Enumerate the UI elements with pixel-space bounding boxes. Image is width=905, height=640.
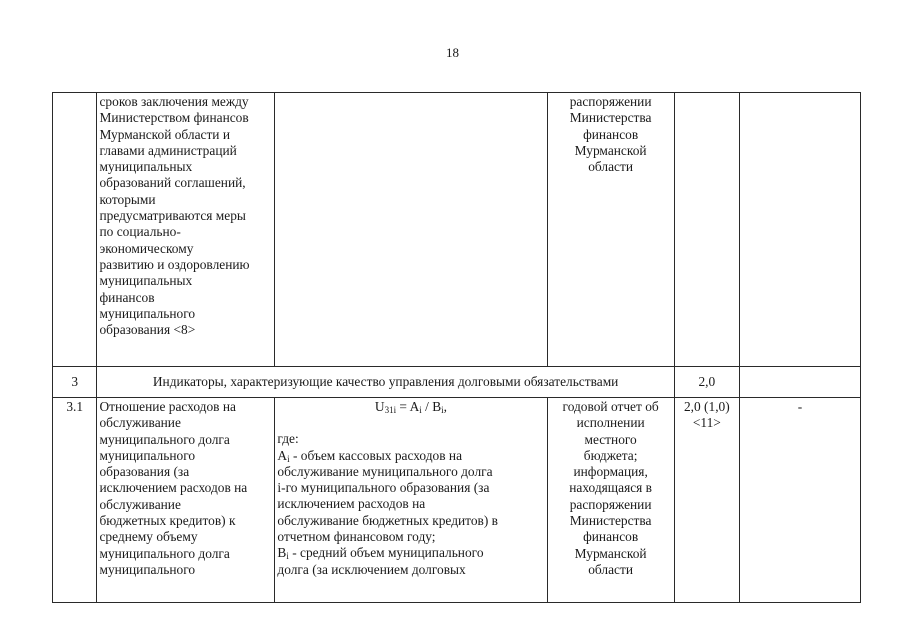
- formula-cell: [275, 93, 547, 367]
- description-line: муниципального долга: [99, 431, 230, 447]
- description-line: муниципальных: [99, 159, 193, 175]
- source-line: Мурманской: [574, 545, 647, 561]
- formula-definition-a: $A_i$ - объем кассовых расходов на: [277, 447, 463, 464]
- item-source-cell: [547, 398, 674, 603]
- description-line: по социально-: [99, 224, 181, 240]
- description-line: муниципального: [99, 561, 196, 577]
- table-row-item: [53, 398, 861, 603]
- source-line: области: [588, 561, 633, 577]
- weight-cell: [674, 93, 739, 367]
- section-number-cell: 3: [53, 367, 97, 398]
- source-line: финансов: [583, 126, 639, 142]
- indicators-table: [52, 92, 861, 603]
- formula-where-label: где:: [277, 431, 299, 447]
- source-line: финансов: [583, 529, 639, 545]
- source-cell: [547, 93, 674, 367]
- source-line: Министерства: [569, 513, 652, 529]
- row-number-cell: [53, 93, 97, 367]
- source-line: годовой отчет об: [562, 399, 659, 414]
- page-number: 18: [446, 45, 459, 60]
- description-line: муниципальных: [99, 273, 193, 289]
- description-line: муниципального: [99, 305, 196, 321]
- description-line: Мурманской области и: [99, 126, 230, 142]
- note-cell: [739, 93, 860, 367]
- source-line: местного: [584, 431, 637, 447]
- definition-line: обслуживание муниципального долга: [277, 463, 493, 479]
- source-line: Министерства: [569, 110, 652, 126]
- description-line: сроков заключения между: [99, 94, 249, 109]
- description-line: развитию и оздоровлению: [99, 256, 250, 272]
- source-line: бюджета;: [583, 447, 638, 463]
- source-line: находящаяся в: [569, 480, 652, 496]
- description-line: обслуживание: [99, 415, 181, 431]
- description-line: образований соглашений,: [99, 175, 246, 191]
- description-line: муниципального долга: [99, 545, 230, 561]
- table-row-continuation: [53, 93, 861, 367]
- description-line: муниципального: [99, 447, 196, 463]
- section-note-cell: [739, 367, 860, 398]
- formula: $U_{31i} = A_i / B_i$,: [374, 399, 448, 415]
- description-line: среднему объему: [99, 529, 198, 545]
- source-line: Мурманской: [574, 142, 647, 158]
- description-cell: [97, 93, 275, 367]
- description-line: Министерством финансов: [99, 110, 249, 126]
- item-formula-cell: [275, 398, 547, 603]
- definition-line: обслуживание бюджетных кредитов) в: [277, 512, 499, 528]
- definition-line: долга (за исключением долговых: [277, 561, 466, 577]
- description-line: образования <8>: [99, 322, 196, 338]
- item-description-cell: [97, 398, 275, 603]
- table-row-section: [53, 367, 861, 398]
- description-line: главами администраций: [99, 142, 237, 158]
- description-line: Отношение расходов на: [99, 399, 236, 414]
- source-line: исполнении: [576, 415, 645, 431]
- description-line: бюджетных кредитов) к: [99, 513, 236, 529]
- item-weight-cell: [674, 398, 739, 603]
- item-number-cell: 3.1: [53, 398, 97, 603]
- description-line: образования (за: [99, 464, 190, 480]
- formula-definition-b: $B_i$ - средний объем муниципального: [277, 545, 484, 562]
- source-line: распоряжении: [569, 94, 652, 109]
- weight-footnote: <11>: [692, 415, 721, 431]
- item-note-cell: -: [739, 398, 860, 603]
- weight-line: 2,0 (1,0): [683, 399, 730, 414]
- definition-line: i-го муниципального образования (за: [277, 480, 490, 496]
- source-line: распоряжении: [569, 496, 652, 512]
- definition-line: исключением расходов на: [277, 496, 426, 512]
- description-line: предусматриваются меры: [99, 208, 246, 224]
- source-line: информация,: [573, 464, 648, 480]
- description-line: исключением расходов на: [99, 480, 248, 496]
- description-line: обслуживание: [99, 496, 181, 512]
- definition-line: отчетном финансовом году;: [277, 529, 436, 545]
- description-line: экономическому: [99, 240, 194, 256]
- section-title-cell: Индикаторы, характеризующие качество управления долговыми обязательствами: [97, 367, 674, 398]
- description-line: финансов: [99, 289, 155, 305]
- source-line: области: [588, 159, 633, 175]
- description-line: которыми: [99, 191, 156, 207]
- section-weight-cell: 2,0: [674, 367, 739, 398]
